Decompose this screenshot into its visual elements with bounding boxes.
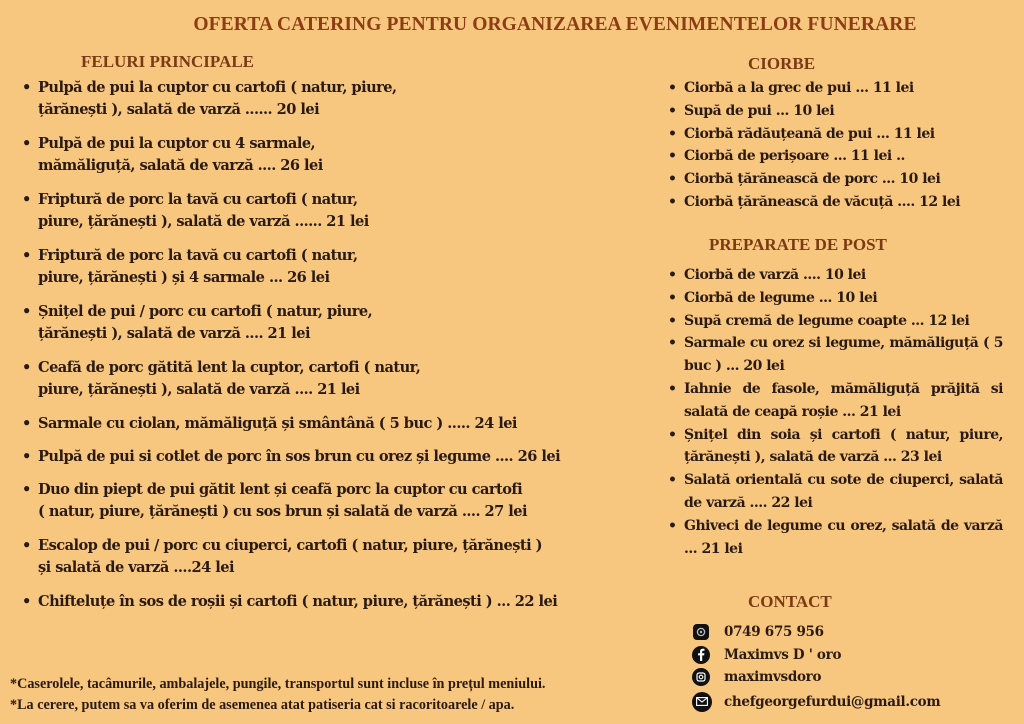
list-item: • Ciorbă de perișoare ... 11 lei .. (668, 145, 960, 168)
list-item: • Pulpă de pui la cuptor cu cartofi ( natur, piure, țărănești ), salată de varză ...... 20 lei (22, 77, 560, 121)
lenten-list (668, 264, 1003, 560)
list-item: • Sarmale cu orez si legume, mămăliguță ( 5 buc ) ... 20 lei (668, 332, 1003, 378)
list-item: • Escalop de pui / porc cu ciuperci, cartofi ( natur, piure, țărănești ) și salată de varză ....24 lei (22, 535, 560, 579)
list-item: • Sarmale cu ciolan, mămăliguță și smântână ( 5 buc ) ..... 24 lei (22, 413, 560, 435)
list-item: • Duo din piept de pui gătit lent și ceafă porc la cuptor cu cartofi ( natur, piure, țărănești ) cu sos brun și salată de varză .... 27 lei (22, 479, 560, 523)
list-item: • Salată orientală cu sote de ciuperci, salată de varză .... 22 lei (668, 469, 1003, 515)
contact-heading: CONTACT (748, 592, 832, 611)
mail-icon (692, 692, 712, 712)
contact-phone (692, 621, 940, 644)
contact-list (692, 621, 940, 713)
list-item: • Șnițel din soia și cartofi ( natur, piure, țărănești ), salată de varză ... 23 lei (668, 424, 1003, 470)
list-item: • Ciorbă țărănească de văcuță .... 12 lei (668, 191, 960, 214)
footnotes (10, 674, 545, 716)
list-item: • Friptură de porc la tavă cu cartofi ( natur, piure, țărănești ), salată de varză ...... 21 lei (22, 189, 560, 233)
list-item: • Ceafă de porc gătită lent la cuptor, cartofi ( natur, piure, țărănești ), salată de varză .... 21 lei (22, 357, 560, 401)
soups-list (668, 77, 960, 214)
list-item: • Iahnie de fasole, mămăliguță prăjită si salată de ceapă roșie ... 21 lei (668, 378, 1003, 424)
footnote: *Caserolele, tacâmurile, ambalajele, pungile, transportul sunt incluse în prețul meniului. (10, 676, 546, 692)
list-item: • Supă cremă de legume coapte ... 12 lei (668, 310, 1003, 333)
contact-facebook (692, 644, 940, 667)
list-item: • Ciorbă rădăuțeană de pui ... 11 lei (668, 123, 960, 146)
contact-instagram (692, 666, 940, 689)
lenten-heading: PREPARATE DE POST (709, 235, 887, 254)
email-link[interactable]: chefgeorgefurdui@gmail.com (724, 693, 941, 710)
list-item: • Chifteluțe în sos de roșii și cartofi ( natur, piure, țărănești ) ... 22 lei (22, 591, 560, 613)
footnote: *La cerere, putem sa va oferim de asemenea atat patiseria cat si racoritoarele / apa. (10, 697, 515, 713)
list-item: • Ghiveci de legume cu orez, salată de varză ... 21 lei (668, 515, 1003, 561)
facebook-icon (692, 646, 710, 664)
list-item: • Friptură de porc la tavă cu cartofi ( natur, piure, țărănești ) și 4 sarmale ... 26 lei (22, 245, 560, 289)
contact-email (692, 691, 940, 714)
facebook-link[interactable]: Maximvs D ' oro (724, 646, 842, 663)
main-courses-list (22, 77, 560, 625)
list-item: • Pulpă de pui si cotlet de porc în sos brun cu orez și legume .... 26 lei (22, 446, 560, 468)
instagram-link[interactable]: maximvsdoro (724, 669, 822, 686)
main-courses-heading: FELURI PRINCIPALE (81, 52, 255, 71)
list-item: • Pulpă de pui la cuptor cu 4 sarmale, mămăliguță, salată de varză .... 26 lei (22, 133, 560, 177)
phone-number[interactable]: 0749 675 956 (724, 624, 824, 641)
phone-icon (693, 624, 709, 640)
list-item: • Ciorbă a la grec de pui ... 11 lei (668, 77, 960, 100)
instagram-icon (692, 668, 710, 686)
list-item: • Ciorbă de legume ... 10 lei (668, 287, 1003, 310)
soups-heading: CIORBE (748, 54, 816, 73)
page-title: OFERTA CATERING PENTRU ORGANIZAREA EVENIMENTELOR FUNERARE (193, 14, 917, 35)
list-item: • Ciorbă de varză .... 10 lei (668, 264, 1003, 287)
list-item: • Șnițel de pui / porc cu cartofi ( natur, piure, țărănești ), salată de varză .... 21 lei (22, 301, 560, 345)
list-item: • Supă de pui ... 10 lei (668, 100, 960, 123)
list-item: • Ciorbă țărănească de porc ... 10 lei (668, 168, 960, 191)
